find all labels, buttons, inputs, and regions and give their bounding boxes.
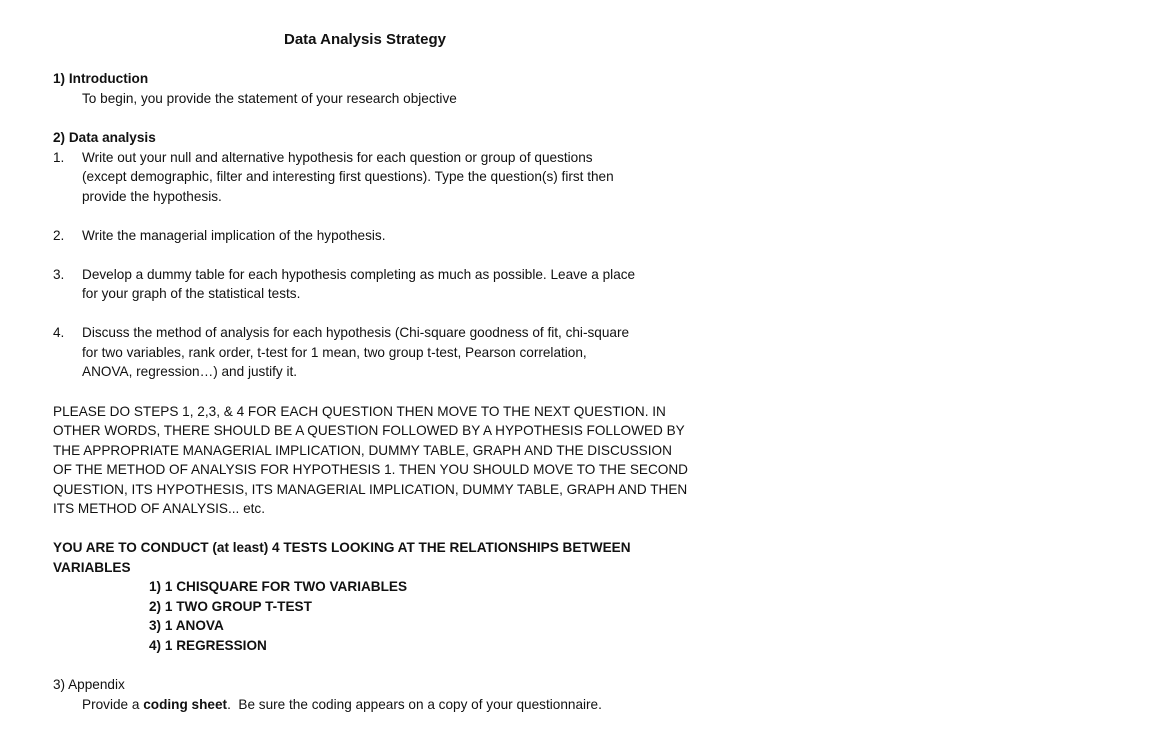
introduction-heading: 1) Introduction <box>53 71 149 86</box>
introduction-text: To begin, you provide the statement of your research objective <box>82 91 457 106</box>
instructions-line: QUESTION, ITS HYPOTHESIS, ITS MANAGERIAL IMPLICATION, DUMMY TABLE, GRAPH AND THEN <box>53 482 688 497</box>
appendix-heading: 3) Appendix <box>53 677 125 692</box>
list-item-line: for two variables, rank order, t-test for 1 mean, two group t-test, Pearson correlation, <box>82 345 587 360</box>
list-item-line: (except demographic, filter and interesting first questions). Type the question(s) first then <box>82 169 614 184</box>
test-item: 3) 1 ANOVA <box>149 618 224 633</box>
list-item-line: for your graph of the statistical tests. <box>82 286 301 301</box>
appendix-text-after: . Be sure the coding appears on a copy of your questionnaire. <box>227 697 602 712</box>
list-item-line: ANOVA, regression…) and justify it. <box>82 364 298 379</box>
list-item-line: provide the hypothesis. <box>82 189 222 204</box>
document-title: Data Analysis Strategy <box>283 31 446 48</box>
instructions-line: PLEASE DO STEPS 1, 2,3, & 4 FOR EACH QUESTION THEN MOVE TO THE NEXT QUESTION. IN <box>53 404 666 419</box>
instructions-line: OF THE METHOD OF ANALYSIS FOR HYPOTHESIS 1. THEN YOU SHOULD MOVE TO THE SECOND <box>53 462 688 477</box>
test-item: 4) 1 REGRESSION <box>149 638 267 653</box>
list-item-line: Discuss the method of analysis for each hypothesis (Chi-square goodness of fit, chi-square <box>82 325 630 340</box>
list-item-line: Write out your null and alternative hypothesis for each question or group of questions <box>82 150 593 165</box>
list-item-line: Develop a dummy table for each hypothesis completing as much as possible. Leave a place <box>82 267 636 282</box>
test-item: 1) 1 CHISQUARE FOR TWO VARIABLES <box>149 579 408 594</box>
appendix-text-before: Provide a <box>82 697 144 712</box>
list-item-line: Write the managerial implication of the hypothesis. <box>82 228 386 243</box>
instructions-line: ITS METHOD OF ANALYSIS... etc. <box>53 501 266 516</box>
tests-heading-line: VARIABLES <box>53 560 131 575</box>
list-item-number: 1. <box>53 150 65 165</box>
instructions-line: OTHER WORDS, THERE SHOULD BE A QUESTION FOLLOWED BY A HYPOTHESIS FOLLOWED BY <box>53 423 685 438</box>
appendix-coding-sheet: coding sheet <box>143 697 228 712</box>
tests-heading-line: YOU ARE TO CONDUCT (at least) 4 TESTS LOOKING AT THE RELATIONSHIPS BETWEEN <box>53 540 631 555</box>
data-analysis-heading: 2) Data analysis <box>53 130 156 145</box>
list-item-number: 4. <box>53 325 65 340</box>
list-item-number: 2. <box>53 228 65 243</box>
test-item: 2) 1 TWO GROUP T-TEST <box>149 599 312 614</box>
instructions-line: THE APPROPRIATE MANAGERIAL IMPLICATION, DUMMY TABLE, GRAPH AND THE DISCUSSION <box>53 443 672 458</box>
list-item-number: 3. <box>53 267 65 282</box>
appendix-text <box>82 695 602 715</box>
